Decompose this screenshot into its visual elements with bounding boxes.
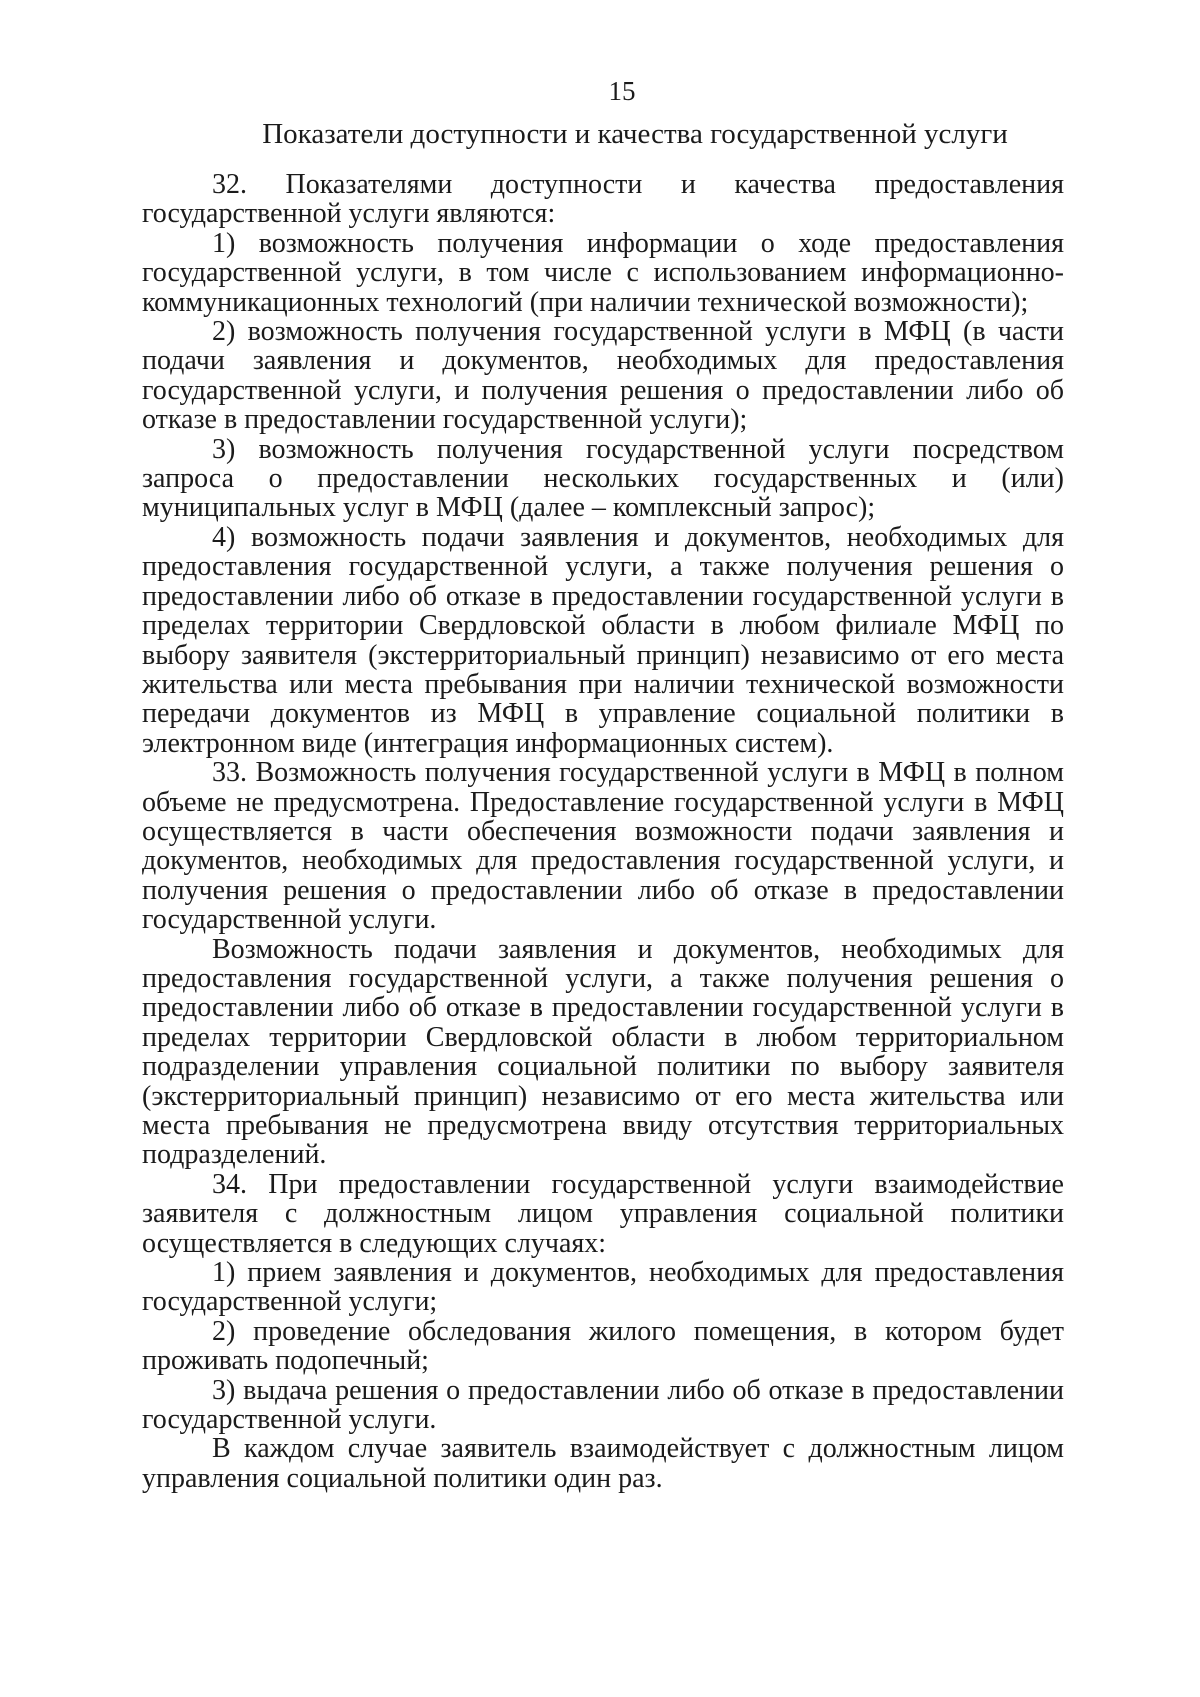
page-number: 15 [608, 76, 636, 106]
paragraph-32-item-2: 2) возможность получения государственной услуги в МФЦ (в части подачи заявления и документов, необходимых для предоставления государственной услуги, и получения решения о предоставлении либо об отказе в предоставлении государственной услуги); [142, 316, 1064, 436]
paragraph-34-item-1: 1) прием заявления и документов, необходимых для предоставления государственной услуги; [142, 1257, 1064, 1318]
paragraph-32-item-1: 1) возможность получения информации о ходе предоставления государственной услуги, в том числе с использованием информационно-коммуникационных технологий (при наличии технической возможности); [142, 227, 1064, 318]
paragraph-32: 32. Показателями доступности и качества предоставления государственной услуги являются: [142, 169, 1064, 230]
paragraph-34-item-2: 2) проведение обследования жилого помещения, в котором будет проживать подопечный; [142, 1315, 1064, 1377]
paragraph-33-continued: Возможность подачи заявления и документов, необходимых для предоставления государственной услуги, а также получения решения о предоставлении либо об отказе в предоставлении государственной услуги в пределах территории Свердловской области в любом территориальном подразделении управления социальной политики по выбору заявителя (экстерриториальный принцип) независимо от его места жительства или места пребывания не предусмотрена ввиду отсутствия территориальных подразделений. [142, 933, 1064, 1171]
section-title: Показатели доступности и качества государственной услуги [262, 118, 1008, 150]
paragraph-32-item-3: 3) возможность получения государственной услуги посредством запроса о предоставлении нескольких государственных и (или) муниципальных услуг в МФЦ (далее – комплексный запрос); [142, 433, 1064, 524]
paragraph-34: 34. При предоставлении государственной услуги взаимодействие заявителя с должностным лицом управления социальной политики осуществляется в следующих случаях: [142, 1168, 1064, 1259]
paragraph-34-closing: В каждом случае заявитель взаимодействует с должностным лицом управления социальной политики один раз. [142, 1433, 1064, 1494]
paragraph-34-item-3: 3) выдача решения о предоставлении либо об отказе в предоставлении государственной услуги. [142, 1374, 1064, 1436]
paragraph-32-item-4: 4) возможность подачи заявления и документов, необходимых для предоставления государственной услуги, а также получения решения о предоставлении либо об отказе в предоставлении государственной услуги в пределах территории Свердловской области в любом филиале МФЦ по выбору заявителя (экстерриториальный принцип) независимо от его места жительства или места пребывания при наличии технической возможности передачи документов из МФЦ в управление социальной политики в электронном виде (интеграция информационных систем). [142, 521, 1064, 759]
paragraph-33: 33. Возможность получения государственной услуги в МФЦ в полном объеме не предусмотрена. Предоставление государственной услуги в МФЦ осуществляется в части обеспечения возможности подачи заявления и документов, необходимых для предоставления государственной услуги, и получения решения о предоставлении либо об отказе в предоставлении государственной услуги. [142, 757, 1064, 936]
document-body [142, 170, 1064, 1493]
